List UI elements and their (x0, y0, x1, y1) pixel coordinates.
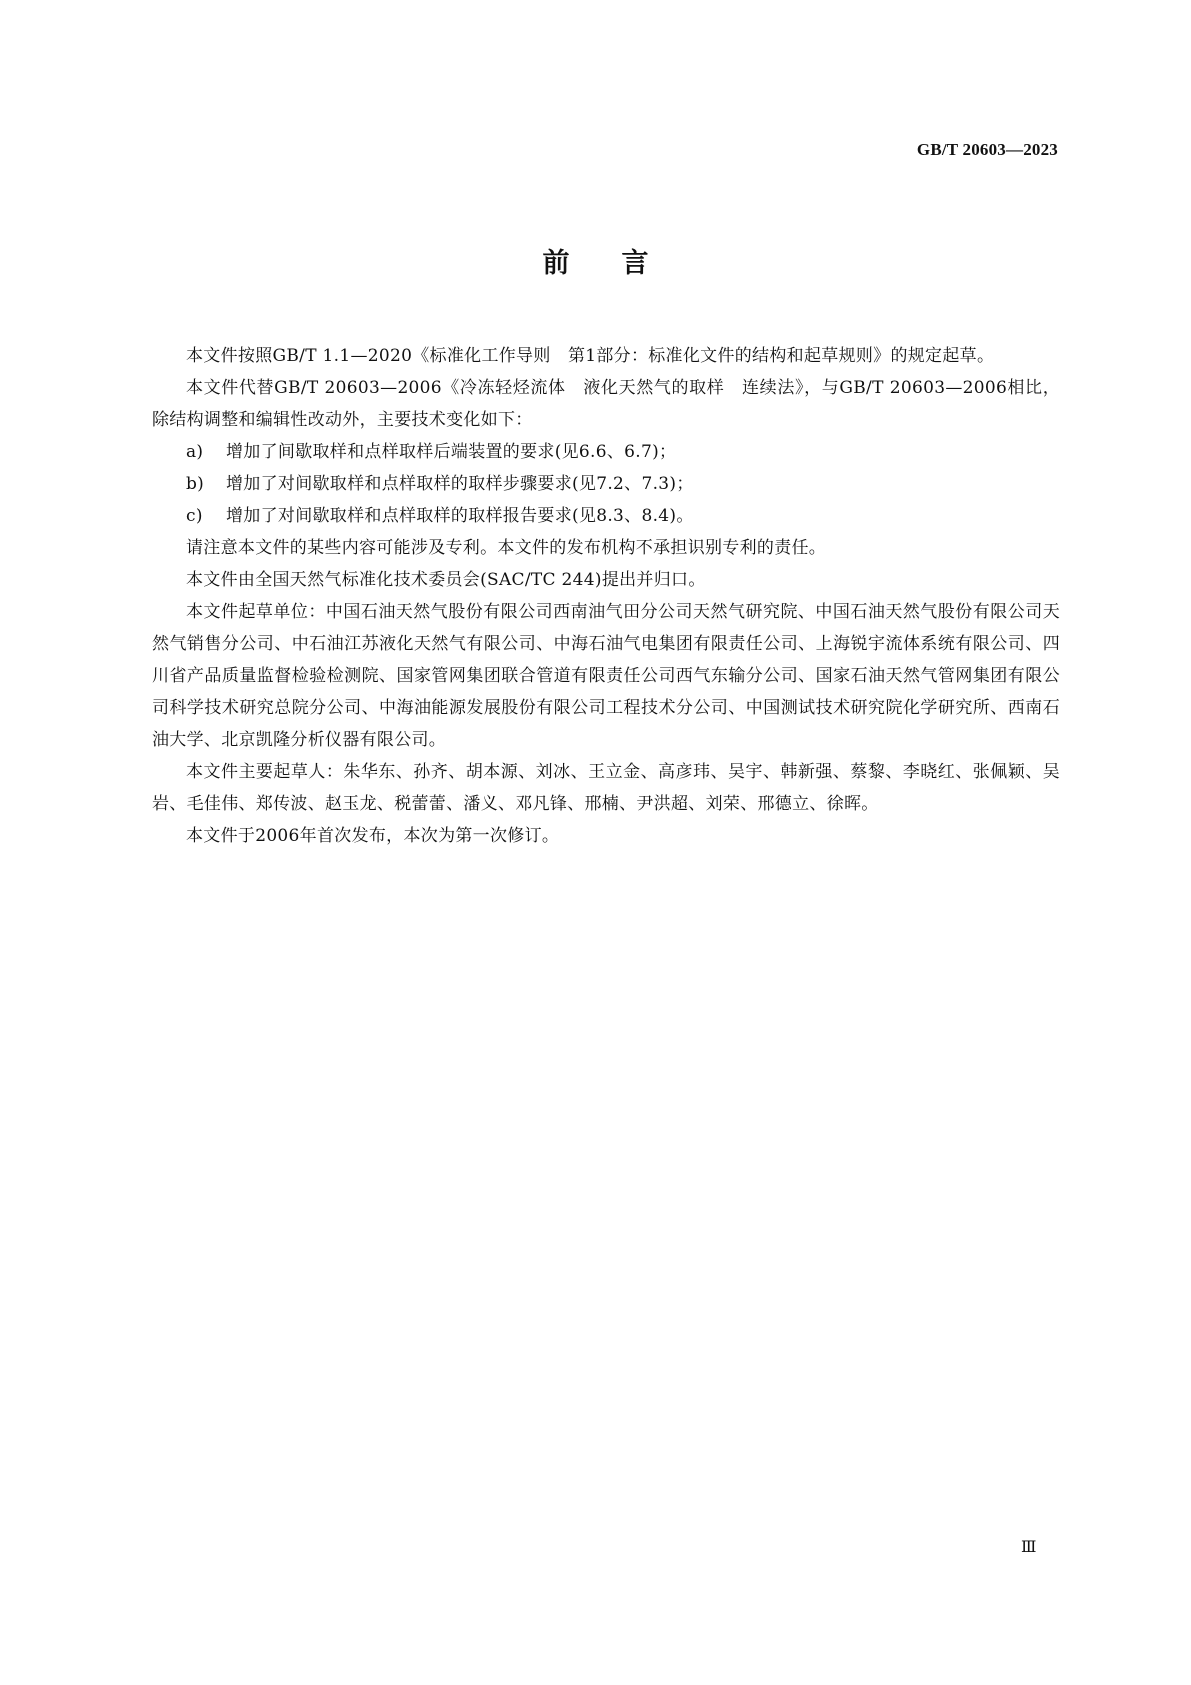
change-list-item (152, 436, 1060, 468)
list-item-text: 增加了对间歇取样和点样取样的取样报告要求(见8.3、8.4)。 (226, 506, 694, 526)
paragraph-proposer: 本文件由全国天然气标准化技术委员会(SAC/TC 244)提出并归口。 (186, 570, 706, 590)
list-marker: a) (186, 442, 204, 462)
page-number: Ⅲ (1021, 1539, 1037, 1556)
paragraph-patent-notice: 请注意本文件的某些内容可能涉及专利。本文件的发布机构不承担识别专利的责任。 (186, 538, 827, 558)
list-item-text: 增加了间歇取样和点样取样后端装置的要求(见6.6、6.7)； (226, 442, 677, 462)
paragraph-replacement: 本文件代替GB/T 20603—2006《冷冻轻烃流体 液化天然气的取样 连续法》，与GB/T 20603—2006相比，除结构调整和编辑性改动外，主要技术变化如下： (152, 378, 1060, 430)
list-marker: c) (186, 506, 203, 526)
list-marker: b) (186, 474, 205, 494)
paragraph-drafters: 本文件主要起草人：朱华东、孙齐、胡本源、刘冰、王立金、高彦玮、吴宇、韩新强、蔡黎、李晓红、张佩颖、吴岩、毛佳伟、郑传波、赵玉龙、税蕾蕾、潘义、邓凡锋、邢楠、尹洪超、刘荣、邢德立、徐晖。 (152, 762, 1060, 814)
preface-body (152, 340, 1060, 852)
paragraph-drafting-rules: 本文件按照GB/T 1.1—2020《标准化工作导则 第1部分：标准化文件的结构和起草规则》的规定起草。 (186, 346, 995, 366)
standard-code: GB/T 20603—2023 (916, 140, 1058, 159)
change-list-item (152, 468, 1060, 500)
paragraph-history: 本文件于2006年首次发布，本次为第一次修订。 (186, 826, 560, 846)
change-list-item (152, 500, 1060, 532)
list-item-text: 增加了对间歇取样和点样取样的取样步骤要求(见7.2、7.3)； (226, 474, 694, 494)
page-title: 前言 (542, 248, 701, 279)
paragraph-drafting-units: 本文件起草单位：中国石油天然气股份有限公司西南油气田分公司天然气研究院、中国石油天然气股份有限公司天然气销售分公司、中石油江苏液化天然气有限公司、中海石油气电集团有限责任公司、上海锐宇流体系统有限公司、四川省产品质量监督检验检测院、国家管网集团联合管道有限责任公司西气东输分公司、国家石油天然气管网集团有限公司科学技术研究总院分公司、中海油能源发展股份有限公司工程技术分公司、中国测试技术研究院化学研究所、西南石油大学、北京凯隆分析仪器有限公司。 (152, 602, 1060, 750)
